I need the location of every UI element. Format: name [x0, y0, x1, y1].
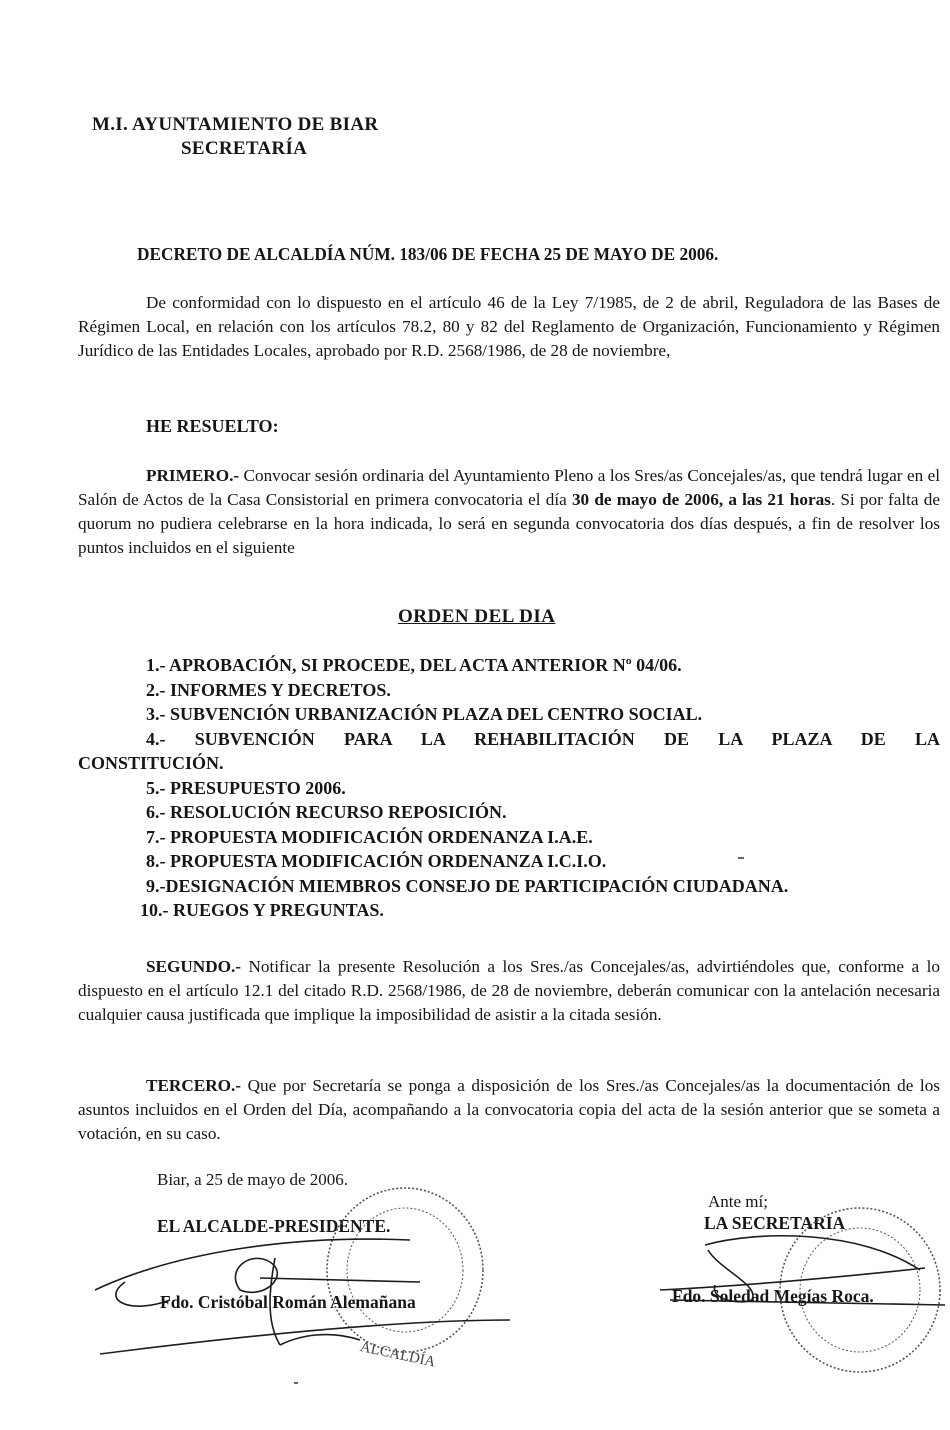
- primero-text-a: Convocar sesión ordinaria del Ayuntamiento Pleno a los Sres/as Concejales/as, que tendrá lugar en el Salón de Actos de la Casa Consistorial en primera convocatoria el día: [78, 466, 940, 509]
- agenda-item: 8.- PROPUESTA MODIFICACIÓN ORDENANZA I.C.I.O.: [146, 851, 607, 871]
- segundo-label: SEGUNDO.-: [146, 957, 242, 976]
- agenda-item-continuation: CONSTITUCIÓN.: [78, 753, 224, 773]
- preamble-text: De conformidad con lo dispuesto en el artículo 46 de la Ley 7/1985, de 2 de abril, Reguladora de las Bases de Régimen Local, en relación con los artículos 78.2, 80 y 82 del Reglamento de Organización, Funcionamiento y Régimen Jurídico de las Entidades Locales, aprobado por R.D. 2568/1986, de 28 de noviembre,: [78, 293, 940, 360]
- primero-text-b: . Si por falta de quorum no pudiera celebrarse en la hora indicada, lo será en segunda convocatoria dos días después, a fin de resolver los puntos incluidos en el siguiente: [78, 490, 940, 557]
- segundo-text: Notificar la presente Resolución a los Sres./as Concejales/as, advirtiéndoles que, conforme a lo dispuesto en el artículo 12.1 del citado R.D. 2568/1986, de 28 de noviembre, deberán comunicar con la antelación necesaria cualquier causa justificada que implique la imposibilidad de asistir a la citada sesión.: [78, 957, 940, 1024]
- agenda-title: ORDEN DEL DIA: [398, 606, 556, 627]
- agenda-list: [78, 653, 940, 923]
- mayor-official-stamp: [327, 1188, 483, 1352]
- mayor-title: EL ALCALDE-PRESIDENTE.: [157, 1216, 391, 1236]
- agenda-item: 1.- APROBACIÓN, SI PROCEDE, DEL ACTA ANTERIOR Nº 04/06.: [146, 655, 682, 675]
- tercero-text: Que por Secretaría se ponga a disposición de los Sres./as Concejales/as la documentación de los asuntos incluidos en el Orden del Día, acompañando a la convocatoria copia del acta de la sesión anterior que se someta a votación, en su caso.: [78, 1076, 940, 1143]
- institution-name: M.I. AYUNTAMIENTO DE BIAR: [92, 114, 379, 135]
- agenda-item: 10.- RUEGOS Y PREGUNTAS.: [140, 900, 384, 920]
- resolved-heading: HE RESUELTO:: [146, 416, 279, 436]
- agenda-item: 3.- SUBVENCIÓN URBANIZACIÓN PLAZA DEL CENTRO SOCIAL.: [146, 704, 703, 724]
- agenda-item: 9.-DESIGNACIÓN MIEMBROS CONSEJO DE PARTICIPACIÓN CIUDADANA.: [146, 875, 789, 896]
- decree-title: DECRETO DE ALCALDÍA NÚM. 183/06 DE FECHA 25 DE MAYO DE 2006.: [137, 244, 719, 264]
- department-name: SECRETARÍA: [181, 138, 308, 159]
- place-date: Biar, a 25 de mayo de 2006.: [157, 1170, 348, 1189]
- primero-label: PRIMERO.-: [146, 466, 240, 485]
- secretary-title: LA SECRETARIA: [704, 1213, 846, 1233]
- ante-mi: Ante mí;: [708, 1192, 768, 1211]
- mayor-name: Fdo. Cristóbal Román Alemañana: [160, 1292, 416, 1312]
- primero-date: 30 de mayo de 2006, a las 21 horas: [571, 490, 831, 509]
- secretary-name: Fdo. Soledad Megías Roca.: [672, 1286, 874, 1306]
- agenda-item: 4.- SUBVENCIÓN PARA LA REHABILITACIÓN DE LA PLAZA DE LA: [146, 728, 940, 749]
- mayor-stamp-text: ALCALDÍA: [358, 1338, 437, 1371]
- segundo-paragraph: [78, 955, 940, 1027]
- agenda-item: 5.- PRESUPUESTO 2006.: [146, 777, 346, 798]
- agenda-item: 7.- PROPUESTA MODIFICACIÓN ORDENANZA I.A.E.: [146, 826, 593, 847]
- preamble-paragraph: [78, 291, 940, 363]
- tercero-paragraph: [78, 1074, 940, 1146]
- tercero-label: TERCERO.-: [146, 1076, 242, 1095]
- agenda-item: 6.- RESOLUCIÓN RECURSO REPOSICIÓN.: [146, 802, 507, 822]
- agenda-item: 2.- INFORMES Y DECRETOS.: [146, 679, 391, 700]
- primero-paragraph: [78, 464, 940, 560]
